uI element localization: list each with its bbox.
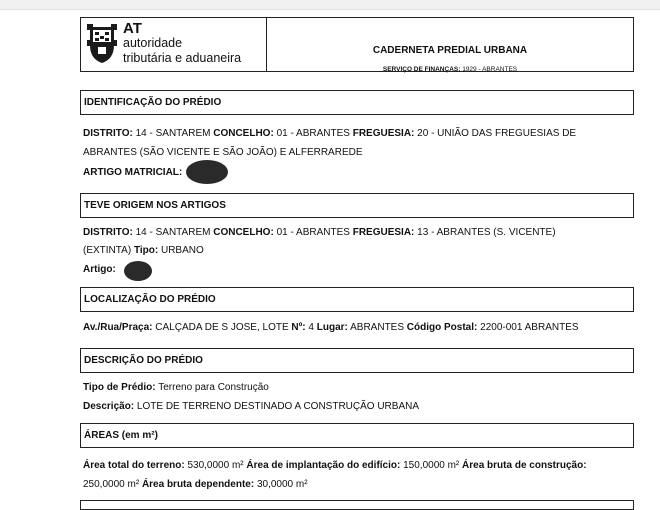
area-total-label: Área total do terreno: — [83, 460, 185, 471]
tipo-predio-value: Terreno para Construção — [158, 382, 269, 393]
numero-label: Nº: — [291, 322, 306, 333]
concelho-label: CONCELHO: — [213, 128, 274, 139]
logo-at-text: AT — [123, 20, 142, 37]
lugar-value: ABRANTES — [350, 322, 405, 333]
section-areas-heading: ÁREAS (em m²) — [80, 423, 634, 448]
origem-freguesia-label: FREGUESIA: — [352, 227, 415, 238]
rua-value: CALÇADA DE S JOSE, LOTE — [155, 322, 289, 333]
redaction-blot — [124, 261, 152, 281]
document-title: CADERNETA PREDIAL URBANA — [372, 45, 528, 56]
origem-freguesia-value-1: 13 - ABRANTES (S. VICENTE) — [417, 227, 556, 238]
tipo-predio-line — [83, 382, 269, 393]
origem-location-line — [83, 227, 556, 238]
artigo-matricial-label: ARTIGO MATRICIAL: — [83, 167, 183, 178]
origem-distrito-label: DISTRITO: — [83, 227, 133, 238]
tipo-predio-label: Tipo de Prédio: — [83, 382, 156, 393]
localizacao-line — [83, 322, 579, 333]
document-header — [80, 17, 634, 72]
codigo-postal-label: Código Postal: — [406, 322, 478, 333]
area-implantacao-label: Área de implantação do edifício: — [246, 460, 401, 471]
origem-tipo-line — [83, 245, 204, 256]
area-dependente-label: Área bruta dependente: — [141, 479, 255, 490]
logo-line-2: tributária e aduaneira — [123, 51, 242, 65]
lugar-label: Lugar: — [316, 322, 348, 333]
origem-concelho-value: 01 - ABRANTES — [276, 227, 350, 238]
logo-line-1: autoridade — [123, 36, 183, 50]
origem-artigo-label: Artigo: — [83, 264, 116, 275]
rua-label: Av./Rua/Praça: — [83, 322, 153, 333]
areas-line-1 — [83, 460, 587, 471]
origem-freguesia-value-2: (EXTINTA) — [83, 245, 132, 256]
section-localizacao-heading: LOCALIZAÇÃO DO PRÉDIO — [80, 287, 634, 312]
descricao-line — [83, 401, 419, 412]
origem-tipo-value: URBANO — [160, 245, 204, 256]
identificacao-location-line — [83, 128, 576, 139]
areas-line-2 — [83, 479, 308, 490]
at-logo — [81, 18, 267, 71]
distrito-value: 14 - SANTAREM — [135, 128, 211, 139]
service-office — [267, 66, 633, 73]
origem-distrito-value: 14 - SANTAREM — [135, 227, 211, 238]
freguesia-value-2: ABRANTES (SÃO VICENTE E SÃO JOÃO) E ALFERRAREDE — [83, 147, 363, 158]
descricao-value: LOTE DE TERRENO DESTINADO A CONSTRUÇÃO URBANA — [136, 401, 420, 412]
section-descricao-heading: DESCRIÇÃO DO PRÉDIO — [80, 348, 634, 373]
coat-of-arms-icon — [87, 23, 117, 65]
area-implantacao-value: 150,0000 m² — [403, 460, 460, 471]
next-section-box — [80, 500, 634, 510]
origem-artigo-line — [83, 264, 116, 275]
section-identificacao-heading: IDENTIFICAÇÃO DO PRÉDIO — [80, 90, 634, 115]
area-dependente-value: 30,0000 m² — [256, 479, 308, 490]
concelho-value: 01 - ABRANTES — [276, 128, 350, 139]
service-value: 1929 - ABRANTES — [462, 66, 518, 73]
freguesia-value-1: 20 - UNIÃO DAS FREGUESIAS DE — [417, 128, 577, 139]
distrito-label: DISTRITO: — [83, 128, 133, 139]
codigo-postal-value: 2200-001 ABRANTES — [480, 322, 579, 333]
origem-tipo-label: Tipo: — [133, 245, 159, 256]
redaction-blot — [186, 160, 228, 184]
area-total-value: 530,0000 m² — [187, 460, 244, 471]
area-construcao-value: 250,0000 m² — [83, 479, 140, 490]
descricao-label: Descrição: — [83, 401, 135, 412]
freguesia-label: FREGUESIA: — [352, 128, 415, 139]
numero-value: 4 — [308, 322, 314, 333]
page-top-bar — [0, 0, 660, 10]
area-construcao-label: Área bruta de construção: — [462, 460, 587, 471]
service-label: SERVIÇO DE FINANÇAS: — [382, 66, 461, 73]
origem-concelho-label: CONCELHO: — [213, 227, 274, 238]
section-origem-heading: TEVE ORIGEM NOS ARTIGOS — [80, 193, 634, 218]
